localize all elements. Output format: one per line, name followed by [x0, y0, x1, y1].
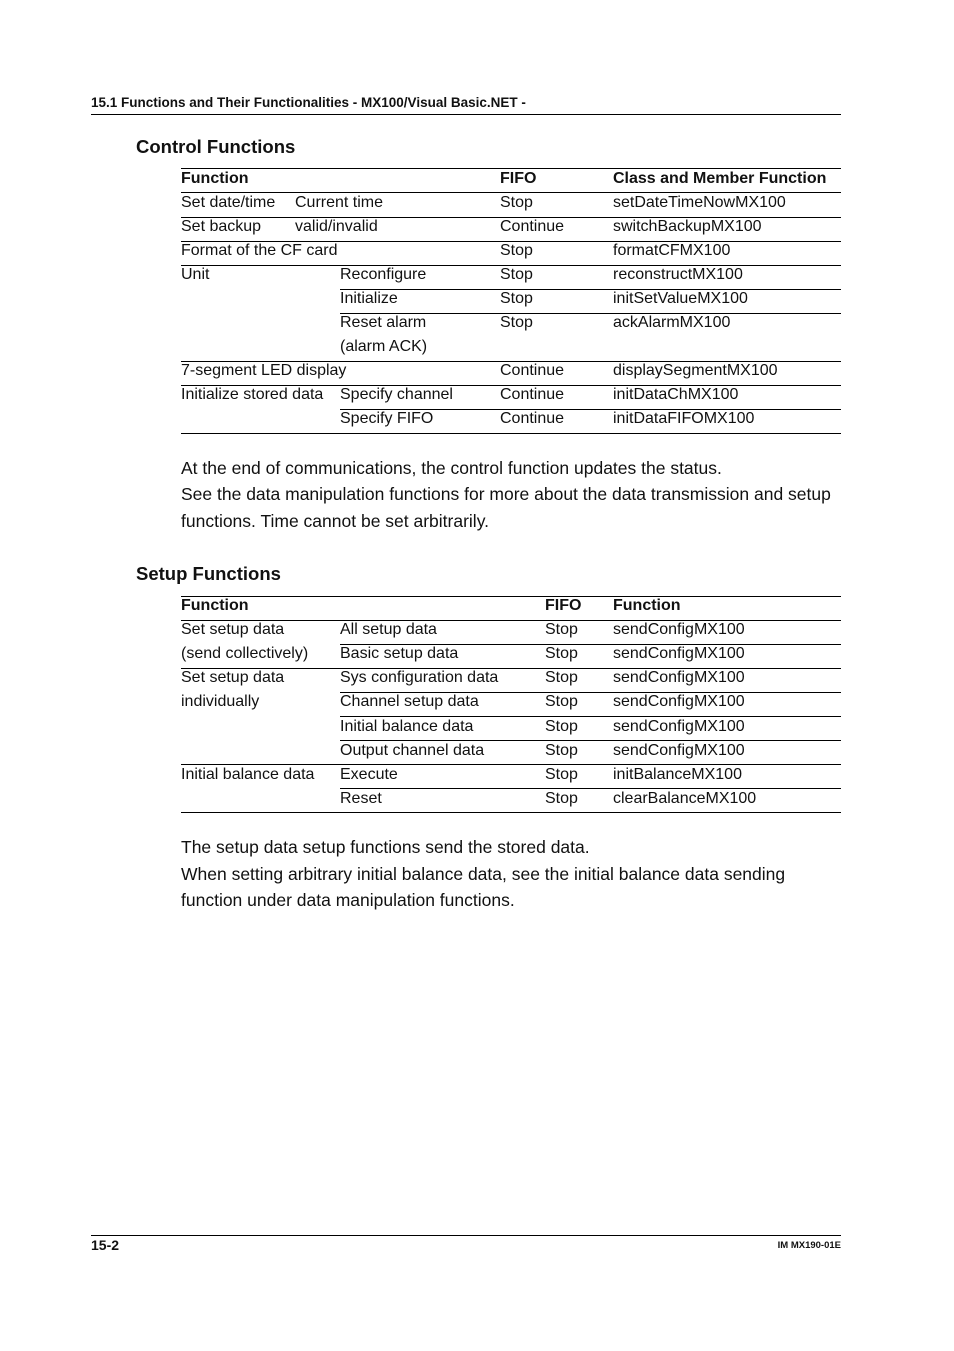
- table-cell: sendConfigMX100: [613, 645, 745, 662]
- table-cell: initSetValueMX100: [613, 290, 748, 307]
- table-cell: sendConfigMX100: [613, 718, 745, 735]
- setup-note-line: The setup data setup functions send the stored data.: [181, 837, 590, 857]
- table-cell: Output channel data: [340, 742, 485, 759]
- table-cell: Sys configuration data: [340, 669, 499, 686]
- column-header-fifo: FIFO: [500, 170, 537, 187]
- header-rule: [91, 114, 841, 115]
- table-cell: Stop: [500, 290, 533, 307]
- table-rule: [181, 812, 841, 813]
- column-header-function: Function: [181, 597, 249, 614]
- table-cell: Execute: [340, 766, 398, 783]
- table-cell: Stop: [500, 314, 533, 331]
- table-cell: switchBackupMX100: [613, 218, 762, 235]
- table-cell: Set date/time: [181, 194, 276, 211]
- table-rule: [181, 433, 841, 434]
- table-cell: (send collectively): [181, 645, 309, 662]
- table-cell: Set backup: [181, 218, 262, 235]
- table-cell: individually: [181, 693, 260, 710]
- table-cell: Initial balance data: [181, 766, 315, 783]
- control-functions-heading: Control Functions: [136, 136, 296, 157]
- table-cell: Stop: [545, 742, 578, 759]
- setup-note-line: When setting arbitrary initial balance data, see the initial balance data sending: [181, 864, 786, 884]
- table-cell: reconstructMX100: [613, 266, 743, 283]
- table-cell: Format of the CF card: [181, 242, 338, 259]
- table-rule: [181, 596, 841, 597]
- table-cell: sendConfigMX100: [613, 621, 745, 638]
- table-cell: Continue: [500, 410, 565, 427]
- table-cell: Reconfigure: [340, 266, 427, 283]
- column-header-function: Function: [181, 170, 249, 187]
- control-note-line: functions. Time cannot be set arbitrarily.: [181, 511, 490, 531]
- table-cell: sendConfigMX100: [613, 669, 745, 686]
- column-header-fifo: FIFO: [545, 597, 582, 614]
- control-note-line: See the data manipulation functions for more about the data transmission and setup: [181, 484, 831, 504]
- table-cell: Specify channel: [340, 386, 453, 403]
- table-cell: Reset: [340, 790, 382, 807]
- table-cell: ackAlarmMX100: [613, 314, 731, 331]
- table-cell: formatCFMX100: [613, 242, 731, 259]
- table-cell: Continue: [500, 386, 565, 403]
- table-cell: Stop: [545, 669, 578, 686]
- table-cell: Stop: [545, 790, 578, 807]
- setup-note-line: function under data manipulation functions.: [181, 890, 515, 910]
- table-cell: Stop: [500, 242, 533, 259]
- control-note-line: At the end of communications, the control function updates the status.: [181, 458, 722, 478]
- table-cell: Initial balance data: [340, 718, 474, 735]
- table-cell: initDataChMX100: [613, 386, 739, 403]
- table-cell: Stop: [545, 693, 578, 710]
- table-cell: Channel setup data: [340, 693, 479, 710]
- setup-functions-heading: Setup Functions: [136, 563, 281, 584]
- table-cell: Specify FIFO: [340, 410, 434, 427]
- table-cell: Stop: [545, 766, 578, 783]
- column-header-member-function: Function: [613, 597, 681, 614]
- table-cell: displaySegmentMX100: [613, 362, 778, 379]
- table-cell: Set setup data: [181, 621, 285, 638]
- document-id: IM MX190-01E: [777, 1240, 841, 1251]
- table-cell: Stop: [545, 645, 578, 662]
- table-rule: [340, 788, 841, 789]
- table-cell: Set setup data: [181, 669, 285, 686]
- table-cell: 7-segment LED display: [181, 362, 347, 379]
- table-cell: All setup data: [340, 621, 437, 638]
- table-cell: sendConfigMX100: [613, 693, 745, 710]
- table-cell: Continue: [500, 218, 565, 235]
- table-cell: Stop: [500, 194, 533, 211]
- table-rule: [340, 289, 841, 290]
- table-cell: setDateTimeNowMX100: [613, 194, 786, 211]
- column-header-class-member: Class and Member Function: [613, 170, 827, 187]
- table-cell: Stop: [545, 621, 578, 638]
- table-cell: valid/invalid: [295, 218, 378, 235]
- table-cell: sendConfigMX100: [613, 742, 745, 759]
- table-cell: initBalanceMX100: [613, 766, 742, 783]
- table-cell: (alarm ACK): [340, 338, 428, 355]
- table-cell: initDataFIFOMX100: [613, 410, 755, 427]
- page-number: 15-2: [91, 1237, 120, 1253]
- table-cell: Stop: [545, 718, 578, 735]
- table-cell: Initialize stored data: [181, 386, 324, 403]
- footer-rule: [91, 1235, 841, 1236]
- table-cell: clearBalanceMX100: [613, 790, 757, 807]
- table-cell: Current time: [295, 194, 384, 211]
- table-cell: Basic setup data: [340, 645, 459, 662]
- table-cell: Reset alarm: [340, 314, 427, 331]
- table-cell: Unit: [181, 266, 210, 283]
- table-cell: Initialize: [340, 290, 398, 307]
- running-header: 15.1 Functions and Their Functionalities - MX100/Visual Basic.NET -: [91, 95, 526, 110]
- table-cell: Stop: [500, 266, 533, 283]
- table-cell: Continue: [500, 362, 565, 379]
